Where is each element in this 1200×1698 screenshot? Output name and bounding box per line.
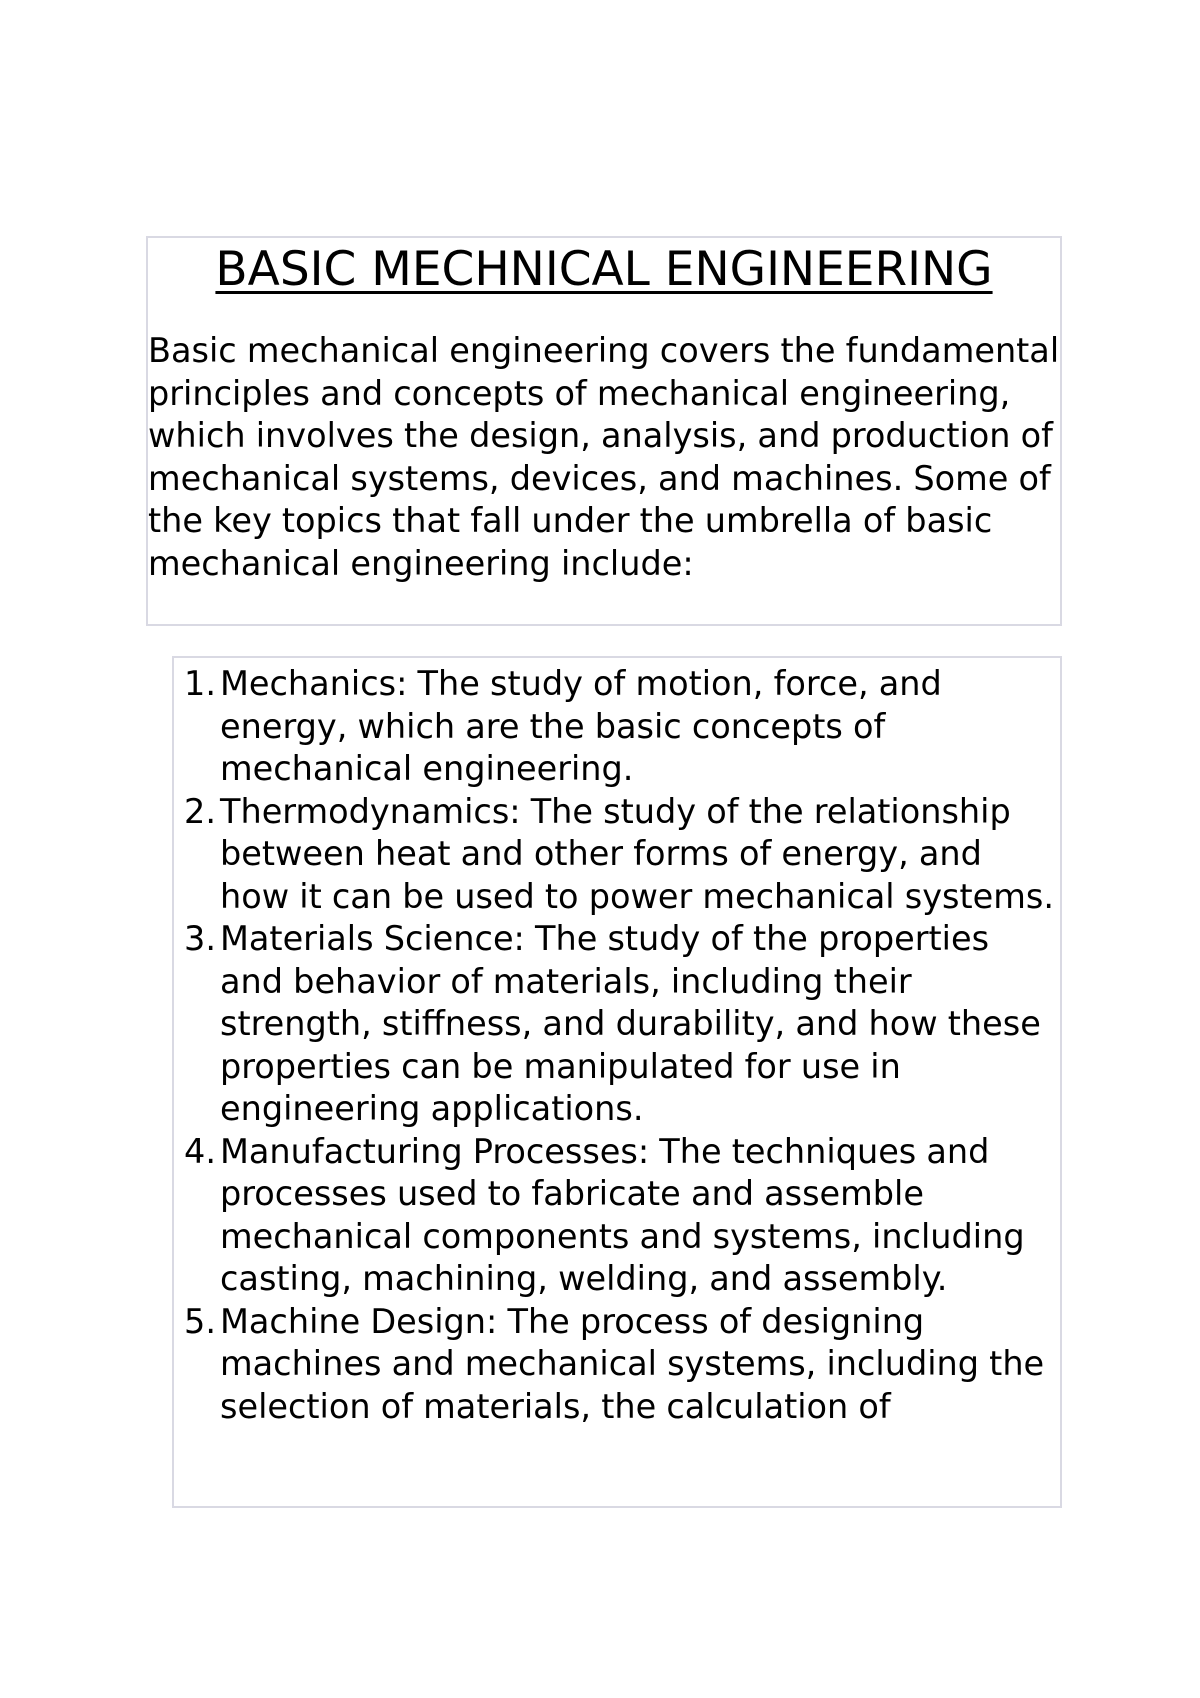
list-item-number: 1. [184, 664, 216, 703]
list-item-number: 2. [184, 791, 216, 831]
list-item-text: Materials Science: The study of the properties and behavior of materials, including their strength, stiffness, and durability, and how these properties can be manipulated for use in engineering applications. [220, 919, 1041, 1128]
intro-paragraph: Basic mechanical engineering covers the fundamental principles and concepts of mechanical engineering, which involves the design, analysis, and production of mechanical systems, devices, and machines. Some of the key topics that fall under the umbrella of basic mechanical engineering include: [148, 331, 1060, 583]
list-item [174, 918, 1060, 1131]
topic-list [174, 663, 1060, 1428]
intro-section [146, 236, 1062, 626]
list-item [174, 1301, 1060, 1429]
list-item-text: Manufacturing Processes: The techniques and processes used to fabricate and assemble mechanical components and systems, including casting, machining, welding, and assembly. [220, 1131, 1025, 1298]
list-item-number: 4. [184, 1131, 216, 1171]
list-item-text: Machine Design: The process of designing machines and mechanical systems, including the selection of materials, the calculation of [220, 1301, 1045, 1426]
list-item-text: Thermodynamics: The study of the relationship between heat and other forms of energy, and how it can be used to power mechanical systems. [220, 791, 1054, 916]
list-item-number: 3. [184, 919, 216, 958]
topics-section [172, 656, 1062, 1508]
list-item [174, 791, 1060, 919]
list-item-number: 5. [184, 1301, 216, 1341]
list-item [174, 1131, 1060, 1301]
list-item [174, 663, 1060, 791]
list-item-text: Mechanics: The study of motion, force, and energy, which are the basic concepts of mechanical engineering. [220, 664, 942, 788]
document-title: BASIC MECHNICAL ENGINEERING [215, 242, 993, 297]
